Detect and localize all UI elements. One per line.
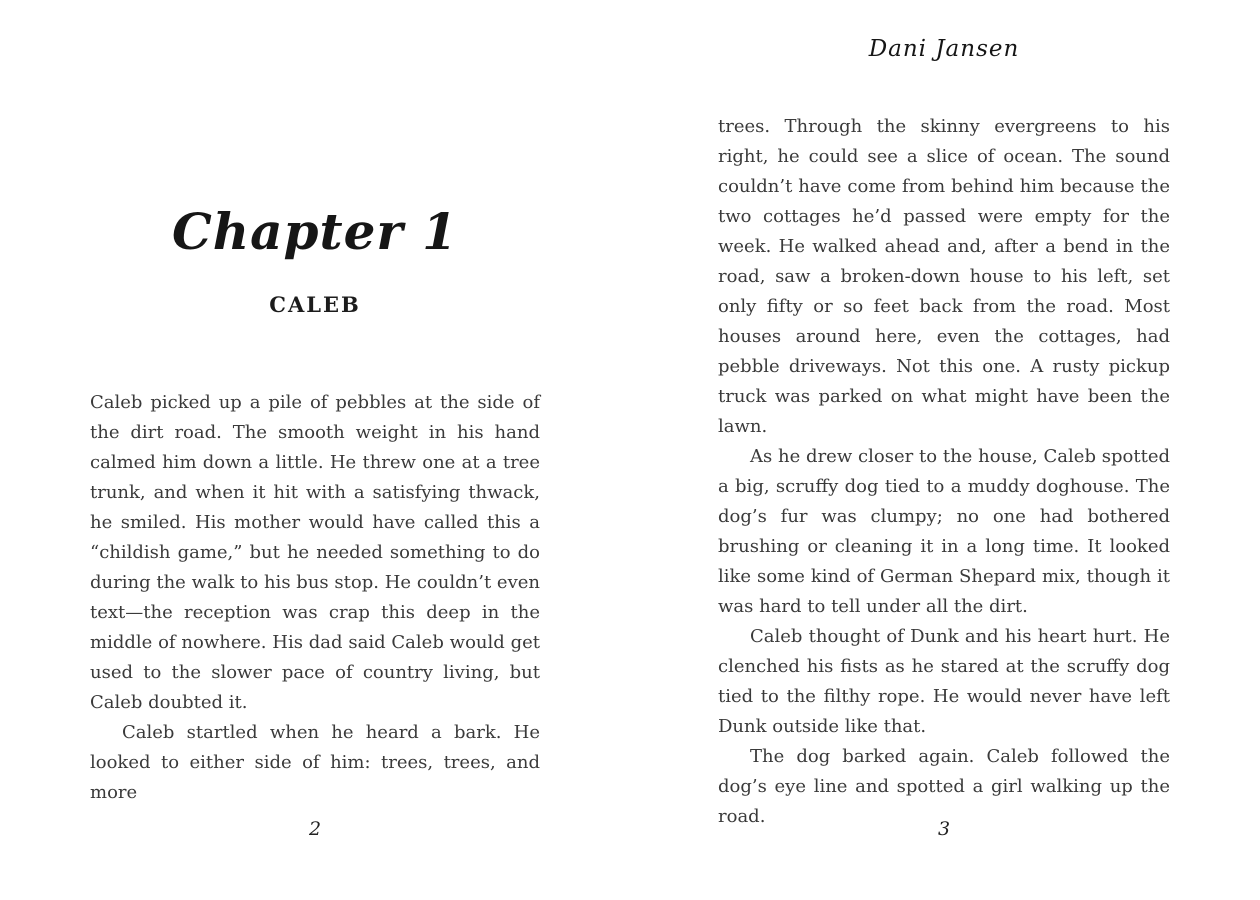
left-page-body xyxy=(90,388,540,808)
page-number-left: 2 xyxy=(308,818,322,840)
page-number-right: 3 xyxy=(937,818,951,840)
paragraph: Caleb startled when he heard a bark. He looked to either side of him: trees, trees, and more xyxy=(90,722,540,803)
right-page-body xyxy=(718,112,1170,832)
paragraph: Caleb thought of Dunk and his heart hurt. He clenched his fists as he stared at the scruffy dog tied to the filthy rope. He would never have left Dunk outside like that. xyxy=(718,626,1170,737)
paragraph: Caleb picked up a pile of pebbles at the side of the dirt road. The smooth weight in his hand calmed him down a little. He threw one at a tree trunk, and when it hit with a satisfying thwack, he smiled. His mother would have called this a “childish game,” but he needed something to do during the walk to his bus stop. He couldn’t even text—the reception was crap this deep in the middle of nowhere. His dad said Caleb would get used to the slower pace of country living, but Caleb doubted it. xyxy=(90,392,540,713)
running-header-author: Dani Jansen xyxy=(868,36,1020,62)
chapter-heading: Chapter 1 xyxy=(172,202,458,261)
chapter-subtitle: CALEB xyxy=(269,292,361,317)
page-left xyxy=(90,0,540,900)
paragraph: trees. Through the skinny evergreens to his right, he could see a slice of ocean. The sound couldn’t have come from behind him because the two cottages he’d passed were empty for the week. He walked ahead and, after a bend in the road, saw a broken-down house to his left, set only fifty or so feet back from the road. Most houses around here, even the cottages, had pebble driveways. Not this one. A rusty pickup truck was parked on what might have been the lawn. xyxy=(718,116,1170,437)
paragraph: As he drew closer to the house, Caleb spotted a big, scruffy dog tied to a muddy doghouse. The dog’s fur was clumpy; no one had bothered brushing or cleaning it in a long time. It looked like some kind of German Shepard mix, though it was hard to tell under all the dirt. xyxy=(718,446,1170,617)
page-right xyxy=(718,0,1170,900)
paragraph: The dog barked again. Caleb followed the dog’s eye line and spotted a girl walking up the road. xyxy=(718,746,1170,827)
